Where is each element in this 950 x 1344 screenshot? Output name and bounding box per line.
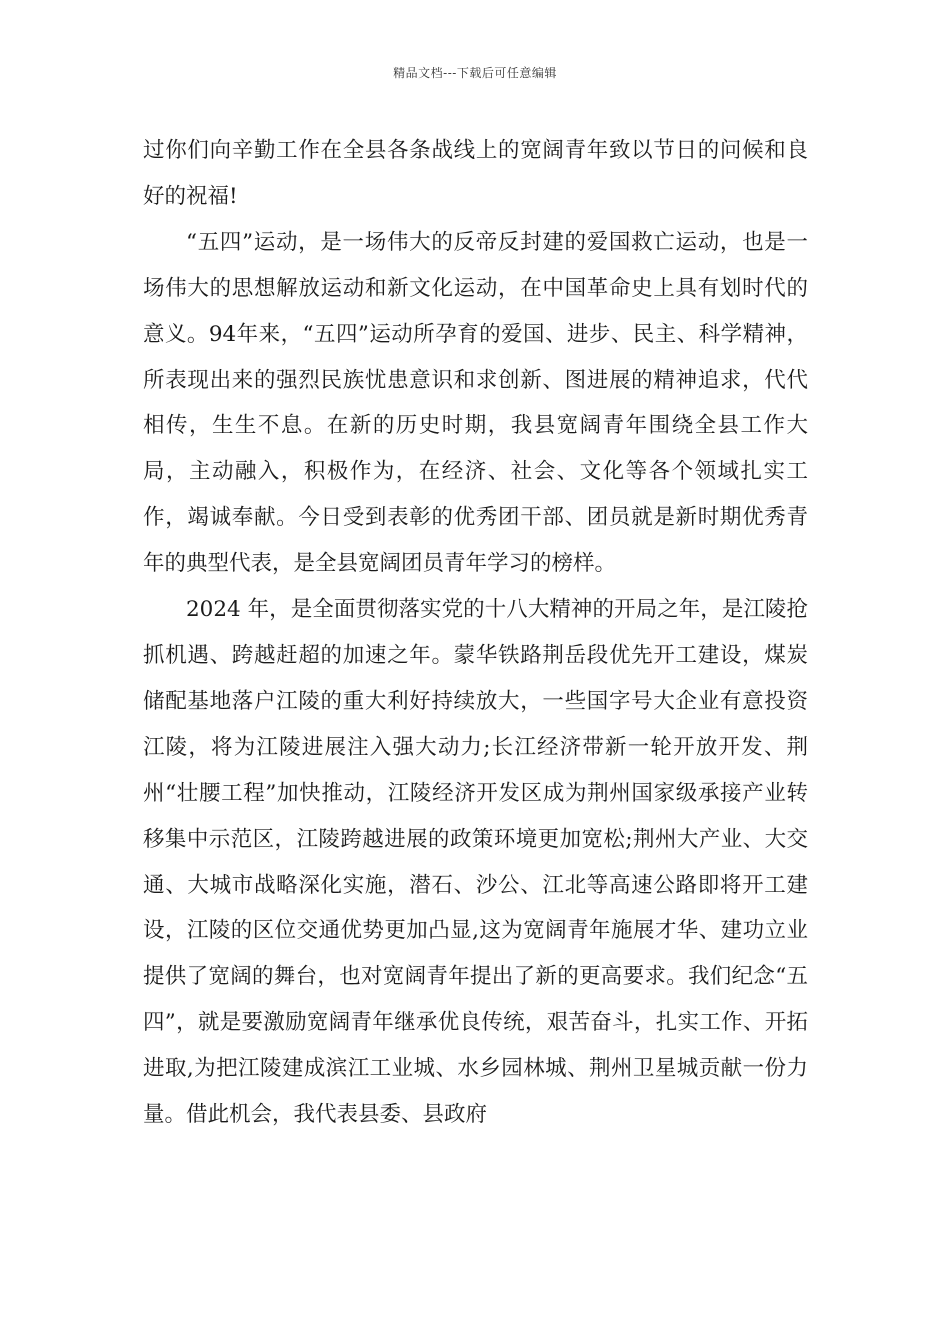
page-header: 精品文档---下载后可任意编辑 xyxy=(393,66,557,80)
paragraph-3: 2024 年，是全面贯彻落实党的十八大精神的开局之年，是江陵抢抓机遇、跨越赶超的加速之年。蒙华铁路荆岳段优先开工建设，煤炭储配基地落户江陵的重大利好持续放大，一些国字号大企业有意投资江陵，将为江陵进展注入强大动力;长江经济带新一轮开放开发、荆州“壮腰工程”加快推动，江陵经济开发区成为荆州国家级承接产业转移集中示范区，江陵跨越进展的政策环境更加宽松;荆州大产业、大交通、大城市战略深化实施，潜石、沙公、江北等高速公路即将开工建设，江陵的区位交通优势更加凸显,这为宽阔青年施展才华、建功立业提供了宽阔的舞台，也对宽阔青年提出了新的更高要求。我们纪念“五四”，就是要激励宽阔青年继承优良传统，艰苦奋斗，扎实工作、开拓进取,为把江陵建成滨江工业城、水乡园林城、荆州卫星城贡献一份力量。借此机会，我代表县委、县政府 xyxy=(143,597,808,1128)
paragraph-1: 过你们向辛勤工作在全县各条战线上的宽阔青年致以节日的问候和良好的祝福! xyxy=(143,138,808,209)
document-body xyxy=(143,128,808,1138)
paragraph-2: “五四”运动，是一场伟大的反帝反封建的爱国救亡运动，也是一场伟大的思想解放运动和新文化运动，在中国革命史上具有划时代的意义。94年来，“五四”运动所孕育的爱国、进步、民主、科学精神，所表现出来的强烈民族忧患意识和求创新、图进展的精神追求，代代相传，生生不息。在新的历史时期，我县宽阔青年围绕全县工作大局，主动融入，积极作为，在经济、社会、文化等各个领域扎实工作，竭诚奉献。今日受到表彰的优秀团干部、团员就是新时期优秀青年的典型代表，是全县宽阔团员青年学习的榜样。 xyxy=(143,229,808,577)
